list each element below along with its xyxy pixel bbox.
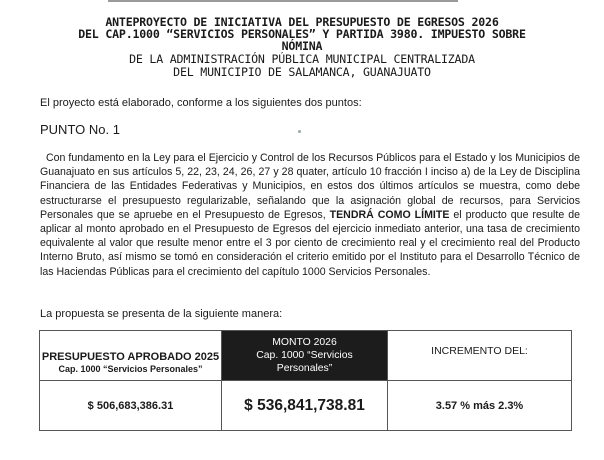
subtitle-line-1: DE LA ADMINISTRACIÓN PÚBLICA MUNICIPAL CENTRALIZADA (129, 52, 475, 66)
budget-table-value-row (40, 381, 572, 431)
budget-table (39, 330, 572, 431)
intro-text: El proyecto está elaborado, conforme a los siguientes dos puntos: (40, 97, 362, 109)
value-incremento: 3.57 % más 2.3% (388, 381, 572, 431)
title-line-1: ANTEPROYECTO DE INICIATIVA DEL PRESUPUESTO DE EGRESOS 2026 (105, 15, 499, 29)
header-incremento (388, 331, 572, 381)
proposal-intro: La propuesta se presenta de la siguiente manera: (40, 308, 283, 320)
body-text-end: el producto que resulte de aplicar al monto aprobado en el Presupuesto de Egresos del ejercicio inmediato anterior, una tasa de crecimiento equivalente al valor que resulte menor entre el 3 por ciento de crecimiento real y el crecimiento real del Producto Interno Bruto, así mismo se tomó en consideración el criterio emitido por el Instituto para el Desarrollo Técnico de las Haciendas Públicas para el crecimiento del capítulo 1000 Servicios Personales. (40, 208, 580, 278)
title-line-3: NÓMINA (281, 39, 323, 53)
title-line-2: DEL CAP.1000 “SERVICIOS PERSONALES” Y PARTIDA 3980. IMPUESTO SOBRE (78, 27, 526, 41)
body-text-start: Con fundamento en la Ley para el Ejercicio y Control de los Recursos Públicos para el Estado y los Municipios de Guanajuato en sus artículos 5, 22, 23, 24, 26, 27 y 28 quater, artículo 10 fracción I inciso a) de la Ley de Disciplina Financiera de las Entidades Federativas y Municipios, en estos dos últimos artículos se muestra, como debe estructurarse el presupuesto regularizable, señalando que la asignación global de recursos, para Servicios Personales que se apruebe en el Presupuesto de Egresos, (40, 152, 580, 221)
monto-2026-line-1: MONTO 2026 (272, 337, 337, 348)
value-approved-2025: $ 506,683,386.31 (40, 381, 222, 431)
body-text-bold: TENDRÁ COMO LÍMITE (329, 208, 450, 221)
budget-table-header-row (40, 331, 572, 381)
header-monto-2026 (222, 331, 388, 381)
value-monto-2026: $ 536,841,738.81 (222, 381, 388, 431)
approved-2025-subtitle: Cap. 1000 “Servicios Personales” (58, 363, 203, 374)
scan-speck (298, 130, 301, 133)
body-paragraph (40, 151, 580, 279)
header-approved-2025 (40, 331, 222, 381)
top-scan-line (108, 0, 458, 2)
subtitle-line-2: DEL MUNICIPIO DE SALAMANCA, GUANAJUATO (173, 65, 431, 79)
approved-2025-title: PRESUPUESTO APROBADO 2025 (41, 350, 220, 363)
monto-2026-line-2: Cap. 1000 “Servicios (256, 350, 353, 361)
monto-2026-line-3: Personales” (276, 363, 333, 374)
incremento-title: INCREMENTO DEL: (431, 345, 528, 357)
section-heading: PUNTO No. 1 (40, 122, 120, 137)
